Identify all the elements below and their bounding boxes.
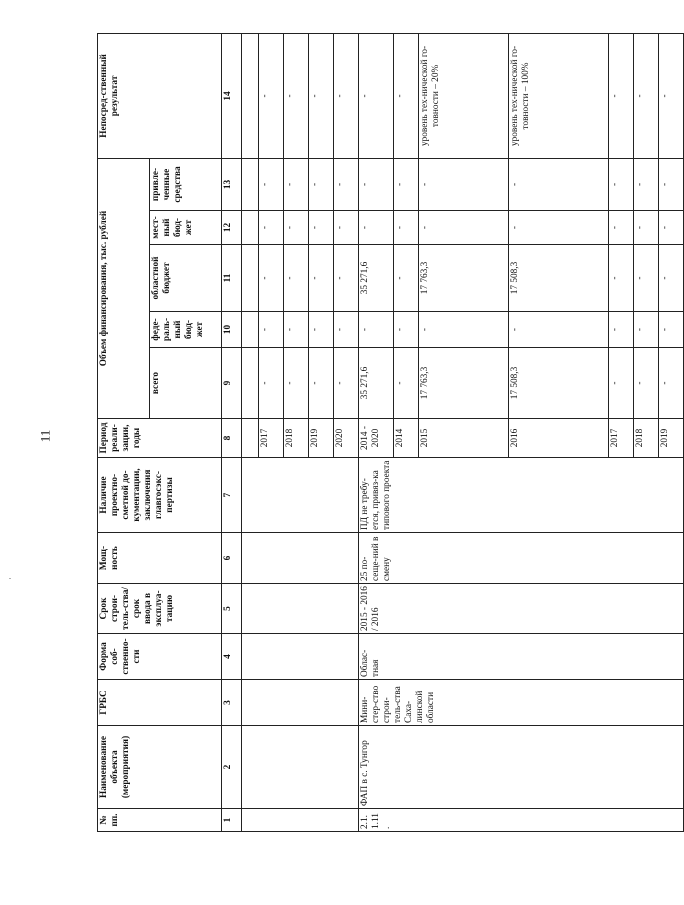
- period-cell: 2017: [609, 419, 634, 458]
- result-cell: -: [334, 33, 359, 158]
- col-number: 7: [222, 458, 242, 533]
- period-cell: 2015: [419, 419, 509, 458]
- rotated-table-container: [97, 34, 670, 832]
- table-row: [242, 33, 259, 831]
- header-capacity: Мощ-ность: [98, 533, 222, 584]
- header-attracted: привле-ченные средства: [150, 158, 222, 210]
- col-number: 1: [222, 809, 242, 832]
- federal-cell: [242, 312, 259, 348]
- federal-cell: -: [634, 312, 659, 348]
- regional-cell: -: [394, 245, 419, 312]
- regional-cell: 35 271,6: [359, 245, 394, 312]
- attracted-cell: [242, 158, 259, 210]
- header-total: всего: [150, 348, 222, 419]
- finance-table: [97, 33, 684, 832]
- term-cell: [242, 584, 359, 634]
- federal-cell: -: [394, 312, 419, 348]
- name-cell: ФАП в с. Тунгор: [359, 726, 684, 809]
- period-cell: 2018: [634, 419, 659, 458]
- local-cell: -: [659, 211, 684, 245]
- attracted-cell: -: [359, 158, 394, 210]
- num-cell: 2.1.1.11.: [359, 809, 684, 832]
- attracted-cell: -: [259, 158, 284, 210]
- form-cell: [242, 634, 359, 680]
- regional-cell: -: [609, 245, 634, 312]
- header-result: Непосред-ственный результат: [98, 33, 222, 158]
- period-cell: [242, 419, 259, 458]
- result-cell: -: [259, 33, 284, 158]
- regional-cell: -: [659, 245, 684, 312]
- total-cell: 17 508,3: [509, 348, 609, 419]
- period-cell: 2020: [334, 419, 359, 458]
- scan-dot: .: [9, 572, 11, 581]
- col-number: 11: [222, 245, 242, 312]
- header-name: Наименование объекта (мероприятия): [98, 726, 222, 809]
- capacity-cell: 25 по-сеще-ний в смену: [359, 533, 684, 584]
- attracted-cell: -: [309, 158, 334, 210]
- local-cell: -: [394, 211, 419, 245]
- grbs-cell: [242, 680, 359, 726]
- header-local: мест-ный бюд-жет: [150, 211, 222, 245]
- result-cell: -: [309, 33, 334, 158]
- result-cell: -: [659, 33, 684, 158]
- local-cell: -: [334, 211, 359, 245]
- local-cell: -: [419, 211, 509, 245]
- federal-cell: -: [359, 312, 394, 348]
- total-cell: -: [634, 348, 659, 419]
- result-cell: -: [634, 33, 659, 158]
- period-cell: 2014 - 2020: [359, 419, 394, 458]
- attracted-cell: -: [334, 158, 359, 210]
- header-term: Срок строи-тель-ства/срок ввода в эксплуа-тацию: [98, 584, 222, 634]
- local-cell: -: [259, 211, 284, 245]
- header-financing-group: Объем финансирования, тыс. рублей: [98, 158, 150, 418]
- header-period: Период реали-зации, годы: [98, 419, 222, 458]
- header-row-group: [98, 33, 150, 831]
- total-cell: 35 271,6: [359, 348, 394, 419]
- federal-cell: -: [334, 312, 359, 348]
- header-num: № пп.: [98, 809, 222, 832]
- header-grbs: ГРБС: [98, 680, 222, 726]
- attracted-cell: -: [394, 158, 419, 210]
- period-cell: 2014: [394, 419, 419, 458]
- federal-cell: -: [419, 312, 509, 348]
- federal-cell: -: [309, 312, 334, 348]
- header-regional: областной бюджет: [150, 245, 222, 312]
- regional-cell: 17 508,3: [509, 245, 609, 312]
- attracted-cell: -: [609, 158, 634, 210]
- federal-cell: -: [284, 312, 309, 348]
- local-cell: -: [359, 211, 394, 245]
- regional-cell: -: [284, 245, 309, 312]
- col-number: 3: [222, 680, 242, 726]
- col-number: 4: [222, 634, 242, 680]
- col-number: 9: [222, 348, 242, 419]
- regional-cell: -: [334, 245, 359, 312]
- page-number: 11: [37, 429, 53, 443]
- col-number: 10: [222, 312, 242, 348]
- regional-cell: [242, 245, 259, 312]
- col-number: 13: [222, 158, 242, 210]
- total-cell: -: [394, 348, 419, 419]
- total-cell: -: [334, 348, 359, 419]
- capacity-cell: [242, 533, 359, 584]
- total-cell: -: [284, 348, 309, 419]
- federal-cell: -: [609, 312, 634, 348]
- header-psd: Наличие проектно-сметной до-кументации, заключения главгосэкс-пертизы: [98, 458, 222, 533]
- psd-cell: ПД не требу-ется, привяз-ка типового проекта: [359, 458, 684, 533]
- table-row: [359, 33, 394, 831]
- col-number: 2: [222, 726, 242, 809]
- local-cell: -: [284, 211, 309, 245]
- local-cell: -: [509, 211, 609, 245]
- attracted-cell: -: [659, 158, 684, 210]
- col-number: 12: [222, 211, 242, 245]
- form-cell: Облас-тная: [359, 634, 684, 680]
- result-cell: -: [394, 33, 419, 158]
- federal-cell: -: [659, 312, 684, 348]
- attracted-cell: -: [284, 158, 309, 210]
- total-cell: -: [259, 348, 284, 419]
- result-cell: уровень тех-нической го-товности – 100%: [509, 33, 609, 158]
- total-cell: -: [309, 348, 334, 419]
- col-number: 8: [222, 419, 242, 458]
- num-cell: [242, 809, 359, 832]
- total-cell: -: [659, 348, 684, 419]
- attracted-cell: -: [509, 158, 609, 210]
- local-cell: -: [309, 211, 334, 245]
- name-cell: [242, 726, 359, 809]
- col-number: 5: [222, 584, 242, 634]
- header-form: Форма соб-ственно-сти: [98, 634, 222, 680]
- term-cell: 2015 - 2016 / 2016: [359, 584, 684, 634]
- local-cell: -: [609, 211, 634, 245]
- period-cell: 2017: [259, 419, 284, 458]
- federal-cell: -: [509, 312, 609, 348]
- grbs-cell: Мини-стер-ство строи-тель-ства Саха-линской области: [359, 680, 684, 726]
- psd-cell: [242, 458, 359, 533]
- local-cell: -: [634, 211, 659, 245]
- total-cell: -: [609, 348, 634, 419]
- regional-cell: -: [634, 245, 659, 312]
- header-federal: феде-раль-ный бюд-жет: [150, 312, 222, 348]
- federal-cell: -: [259, 312, 284, 348]
- result-cell: -: [359, 33, 394, 158]
- result-cell: [242, 33, 259, 158]
- total-cell: 17 763,3: [419, 348, 509, 419]
- result-cell: уровень тех-нической го-товности – 20%: [419, 33, 509, 158]
- regional-cell: -: [309, 245, 334, 312]
- period-cell: 2019: [309, 419, 334, 458]
- column-number-row: [222, 33, 242, 831]
- col-number: 14: [222, 33, 242, 158]
- result-cell: -: [609, 33, 634, 158]
- attracted-cell: -: [419, 158, 509, 210]
- col-number: 6: [222, 533, 242, 584]
- total-cell: [242, 348, 259, 419]
- result-cell: -: [284, 33, 309, 158]
- period-cell: 2016: [509, 419, 609, 458]
- attracted-cell: -: [634, 158, 659, 210]
- regional-cell: -: [259, 245, 284, 312]
- period-cell: 2018: [284, 419, 309, 458]
- period-cell: 2019: [659, 419, 684, 458]
- local-cell: [242, 211, 259, 245]
- regional-cell: 17 763,3: [419, 245, 509, 312]
